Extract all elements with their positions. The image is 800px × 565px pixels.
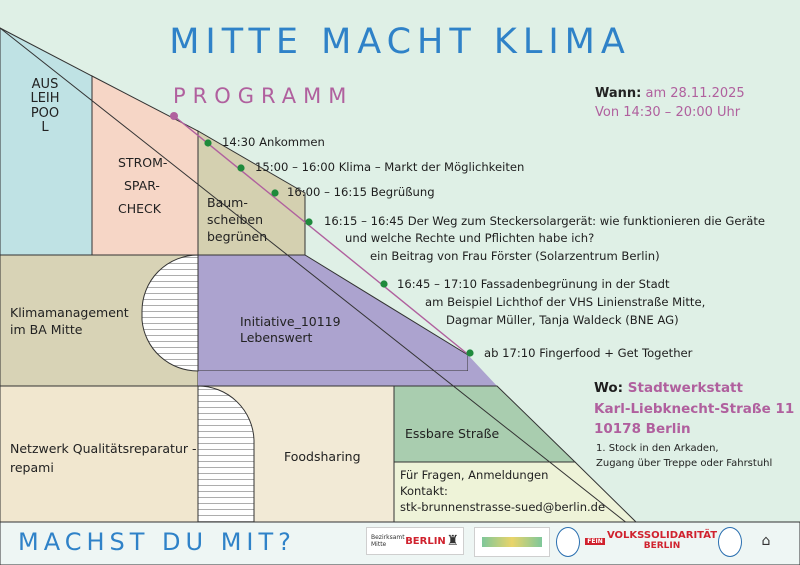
timeline-dot — [271, 189, 278, 196]
house-logo-icon: ⌂ — [761, 533, 771, 549]
fein-wordmark: FEIN — [587, 537, 603, 545]
volkssolidaritaet-berlin: BERLIN — [643, 541, 681, 551]
essbare-strasse-label: Essbare Straße — [405, 426, 500, 441]
poster-title: MITTE MACHT KLIMA — [169, 22, 631, 62]
contact-email[interactable]: stk-brunnenstrasse-sued@berlin.de — [400, 500, 606, 514]
program-item-5-line-2: am Beispiel Lichthof der VHS Linienstraße Mitte, — [425, 295, 706, 309]
initiative-label-1: Initiative_10119 — [240, 314, 341, 329]
programm-heading: PROGRAMM — [173, 84, 354, 108]
program-item-1 — [222, 133, 325, 152]
program-item-4-line-2: und welche Rechte und Pflichten habe ich? — [345, 231, 595, 245]
klima-label-1: Klimamanagement — [10, 305, 129, 320]
program-item-5 — [397, 275, 670, 294]
program-time: 16:15 – 16:45 — [324, 214, 404, 228]
circle-seal-logo-1 — [556, 527, 580, 557]
when-date: am 28.11.2025 — [645, 86, 745, 101]
initiative-label-2: Lebenswert — [240, 330, 313, 345]
program-time: 14:30 — [222, 135, 256, 149]
fein-logo — [584, 527, 606, 555]
netzwerk-label-1: Netzwerk Qualitätsreparatur - — [10, 441, 197, 456]
baum-label-2: scheiben — [207, 212, 264, 227]
when-time: Von 14:30 – 20:00 Uhr — [595, 105, 741, 120]
program-time: 16:45 – 17:10 — [397, 277, 477, 291]
program-text: Ankommen — [259, 135, 325, 149]
foodsharing-label: Foodsharing — [284, 449, 361, 464]
timeline-dot — [204, 139, 211, 146]
timeline-start-dot — [170, 112, 178, 120]
strom-label-1: STROM- — [118, 155, 168, 170]
timeline-dot — [305, 218, 312, 225]
ausleihpool-label: AUSLEIHPOOL — [30, 77, 60, 135]
bezirksamt-logo — [366, 527, 464, 555]
timeline-dot — [466, 349, 473, 356]
netzwerk-label-2: repami — [10, 460, 54, 475]
where-note-2: Zugang über Treppe oder Fahrstuhl — [596, 458, 773, 469]
timeline-dot — [237, 164, 244, 171]
contact-line-1: Für Fragen, Anmeldungen — [400, 468, 549, 482]
program-text: Fingerfood + Get Together — [539, 346, 693, 360]
bezirk-line-2: Mitte — [371, 541, 387, 548]
where-place: Stadtwerkstatt — [627, 380, 743, 396]
baum-label-3: begrünen — [207, 229, 268, 244]
baum-label-1: Baum- — [207, 195, 248, 210]
circle-seal-logo-2 — [718, 527, 742, 557]
bezirk-line-1: Bezirksamt — [371, 534, 405, 541]
where-city: 10178 Berlin — [594, 421, 691, 437]
program-item-6 — [484, 344, 692, 363]
program-item-4-line-3: ein Beitrag von Frau Förster (Solarzentrum Berlin) — [370, 249, 660, 263]
program-text: Klima – Markt der Möglichkeiten — [338, 160, 525, 174]
program-item-5-line-3: Dagmar Müller, Tanja Waldeck (BNE AG) — [446, 313, 679, 327]
kiezkoordination-mark — [482, 537, 542, 547]
program-time: 15:00 – 16:00 — [255, 160, 335, 174]
volkssolidaritaet-wordmark: VOLKSSOLIDARITÄT — [606, 530, 718, 541]
where-note-1: 1. Stock in den Arkaden, — [596, 443, 719, 454]
kiezkoordination-logo — [474, 527, 550, 557]
strom-label-2: SPAR- — [124, 178, 160, 193]
volkssolidaritaet-logo — [606, 527, 718, 555]
strom-label-3: CHECK — [118, 201, 161, 216]
program-item-2 — [255, 158, 524, 177]
when-line — [595, 86, 745, 101]
program-time: ab 17:10 — [484, 346, 536, 360]
when-label: Wann: — [595, 86, 642, 101]
program-text: Begrüßung — [370, 185, 435, 199]
contact-line-2: Kontakt: — [400, 484, 448, 498]
program-text: Der Weg zum Steckersolargerät: wie funktionieren die Geräte — [407, 214, 766, 228]
where-line — [594, 380, 743, 396]
where-street: Karl-Liebknecht-Straße 11 — [594, 401, 795, 417]
berlin-wordmark: BERLIN — [405, 535, 446, 547]
where-label: Wo: — [594, 380, 624, 396]
program-time: 16:00 – 16:15 — [287, 185, 367, 199]
berlin-bear-icon: ♜ — [446, 533, 459, 549]
program-text: Fassadenbegrünung in der Stadt — [480, 277, 670, 291]
machst-du-mit-slogan: MACHST DU MIT? — [18, 528, 296, 556]
program-item-3 — [287, 183, 435, 202]
klima-label-2: im BA Mitte — [10, 322, 83, 337]
timeline-dot — [380, 280, 387, 287]
